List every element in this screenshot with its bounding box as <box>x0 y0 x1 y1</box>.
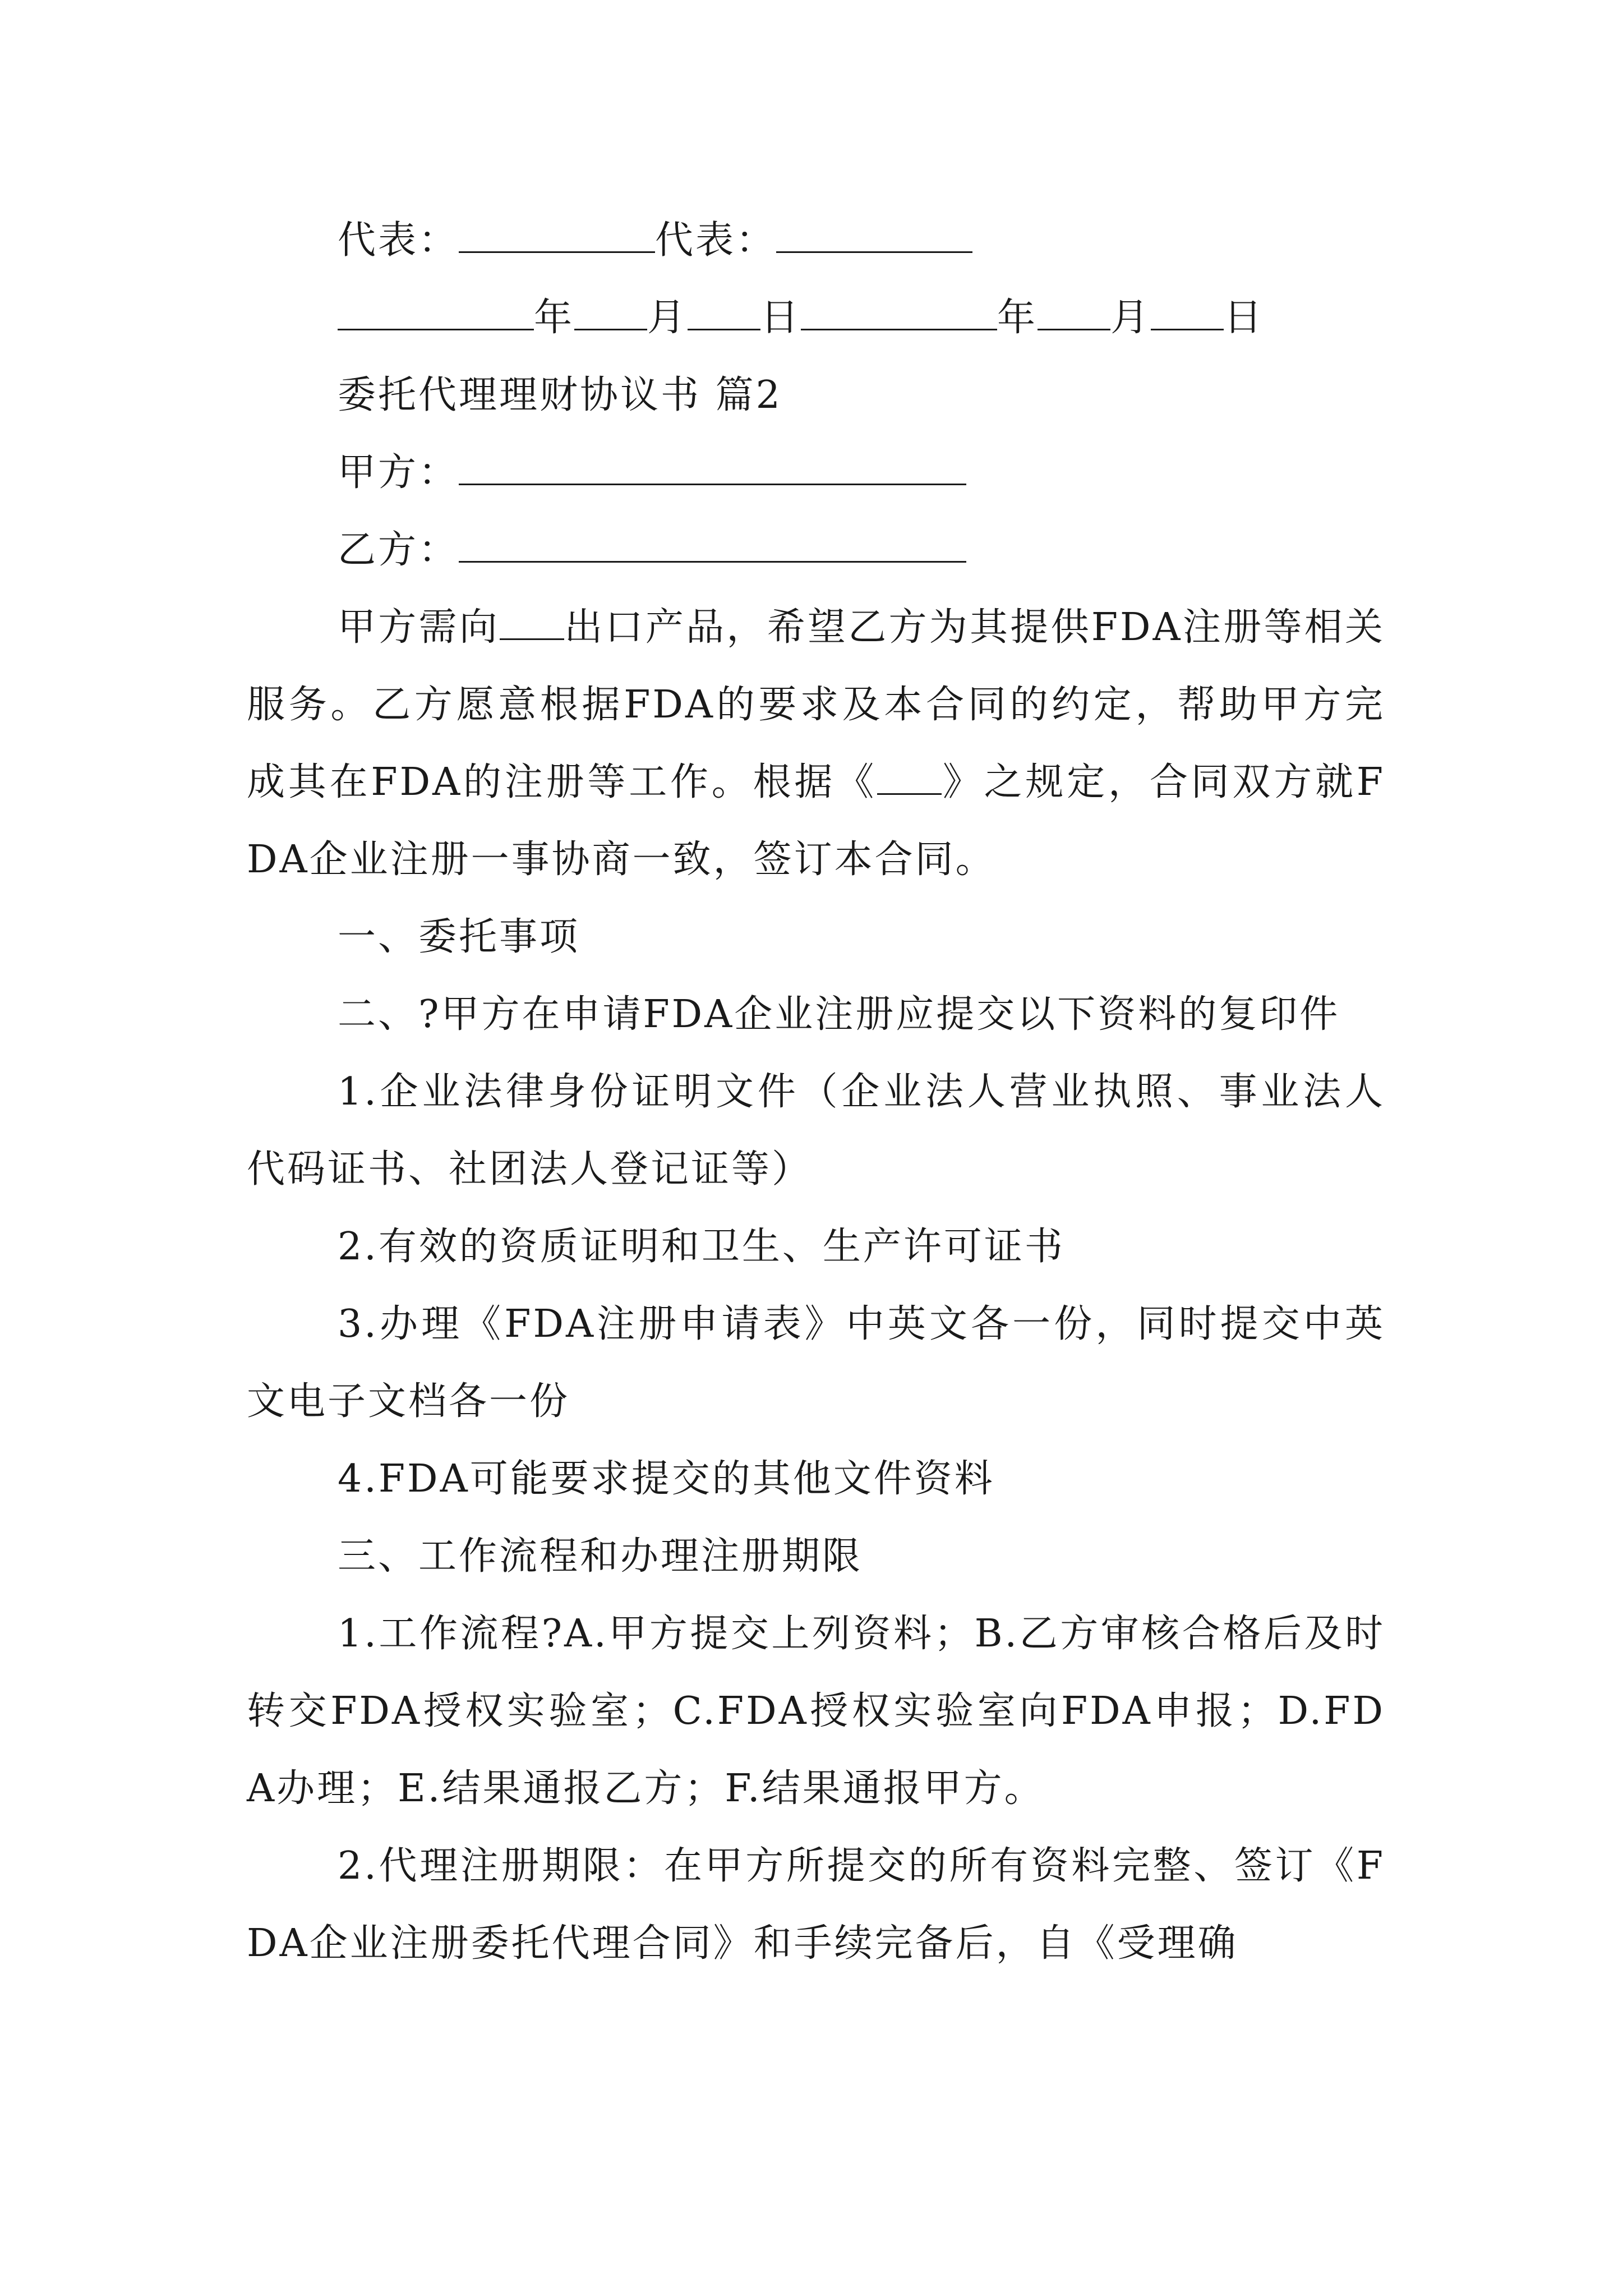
month-label-b: 月 <box>1110 296 1151 340</box>
clause-heading-1: 一、委托事项 <box>338 915 580 959</box>
day-label-b: 日 <box>1224 296 1265 340</box>
month-blank-b <box>1038 295 1110 330</box>
rep-b-blank <box>776 218 972 253</box>
year-blank-b <box>801 295 997 330</box>
intro-paragraph <box>247 589 1385 899</box>
country-blank <box>500 605 564 640</box>
day-blank-b <box>1151 295 1224 330</box>
party-b-blank <box>459 527 966 563</box>
clause-heading-2: 二、?甲方在申请FDA企业注册应提交以下资料的复印件 <box>338 992 1340 1037</box>
party-b-line <box>247 512 1385 589</box>
party-a-label: 甲方： <box>338 450 459 495</box>
representative-line <box>247 202 1385 279</box>
rep-a-blank <box>459 218 655 253</box>
document-item-1: 1.企业法律身份证明文件（企业法人营业执照、事业法人代码证书、社团法人登记证等） <box>247 1070 1385 1191</box>
section-title: 委托代理理财协议书 篇2 <box>338 373 782 417</box>
document-item-4: 4.FDA可能要求提交的其他文件资料 <box>338 1457 995 1501</box>
year-blank-a <box>338 295 534 330</box>
month-label-a: 月 <box>647 296 688 340</box>
workflow-item: 1.工作流程?A.甲方提交上列资料；B.乙方审核合格后及时转交FDA授权实验室；C.FDA授权实验室向FDA申报；D.FDA办理；E.结果通报乙方；F.结果通报甲方。 <box>247 1612 1385 1811</box>
intro-text-2: 出口产品，希望乙方为其提供FDA注册等相关服务。乙方愿意根据FDA的要求及本合同的约定，帮助甲方完成其在FDA的注册等工作。根据《 <box>247 605 1385 804</box>
law-blank <box>877 760 942 795</box>
day-blank-a <box>688 295 760 330</box>
date-line <box>247 279 1385 357</box>
clause-heading-3: 三、工作流程和办理注册期限 <box>338 1534 863 1579</box>
registration-period-item: 2.代理注册期限：在甲方所提交的所有资料完整、签订《FDA企业注册委托代理合同》和手续完备后，自《受理确 <box>247 1844 1385 1966</box>
party-a-blank <box>459 450 966 485</box>
document-item-3: 3.办理《FDA注册申请表》中英文各一份，同时提交中英文电子文档各一份 <box>247 1302 1385 1424</box>
month-blank-a <box>574 295 647 330</box>
party-a-line <box>247 434 1385 512</box>
document-body <box>247 202 1385 1982</box>
year-label-a: 年 <box>534 296 575 340</box>
intro-text-1: 甲方需向 <box>338 605 500 650</box>
rep-label-a: 代表： <box>338 218 459 263</box>
year-label-b: 年 <box>997 296 1038 340</box>
document-item-2: 2.有效的资质证明和卫生、生产许可证书 <box>338 1225 1065 1269</box>
day-label-a: 日 <box>760 296 801 340</box>
intro-text-3: 》之规定，合同双方就FDA企业注册一事协商一致，签订本合同。 <box>247 760 1385 882</box>
rep-label-b: 代表： <box>655 218 777 263</box>
party-b-label: 乙方： <box>338 528 459 572</box>
